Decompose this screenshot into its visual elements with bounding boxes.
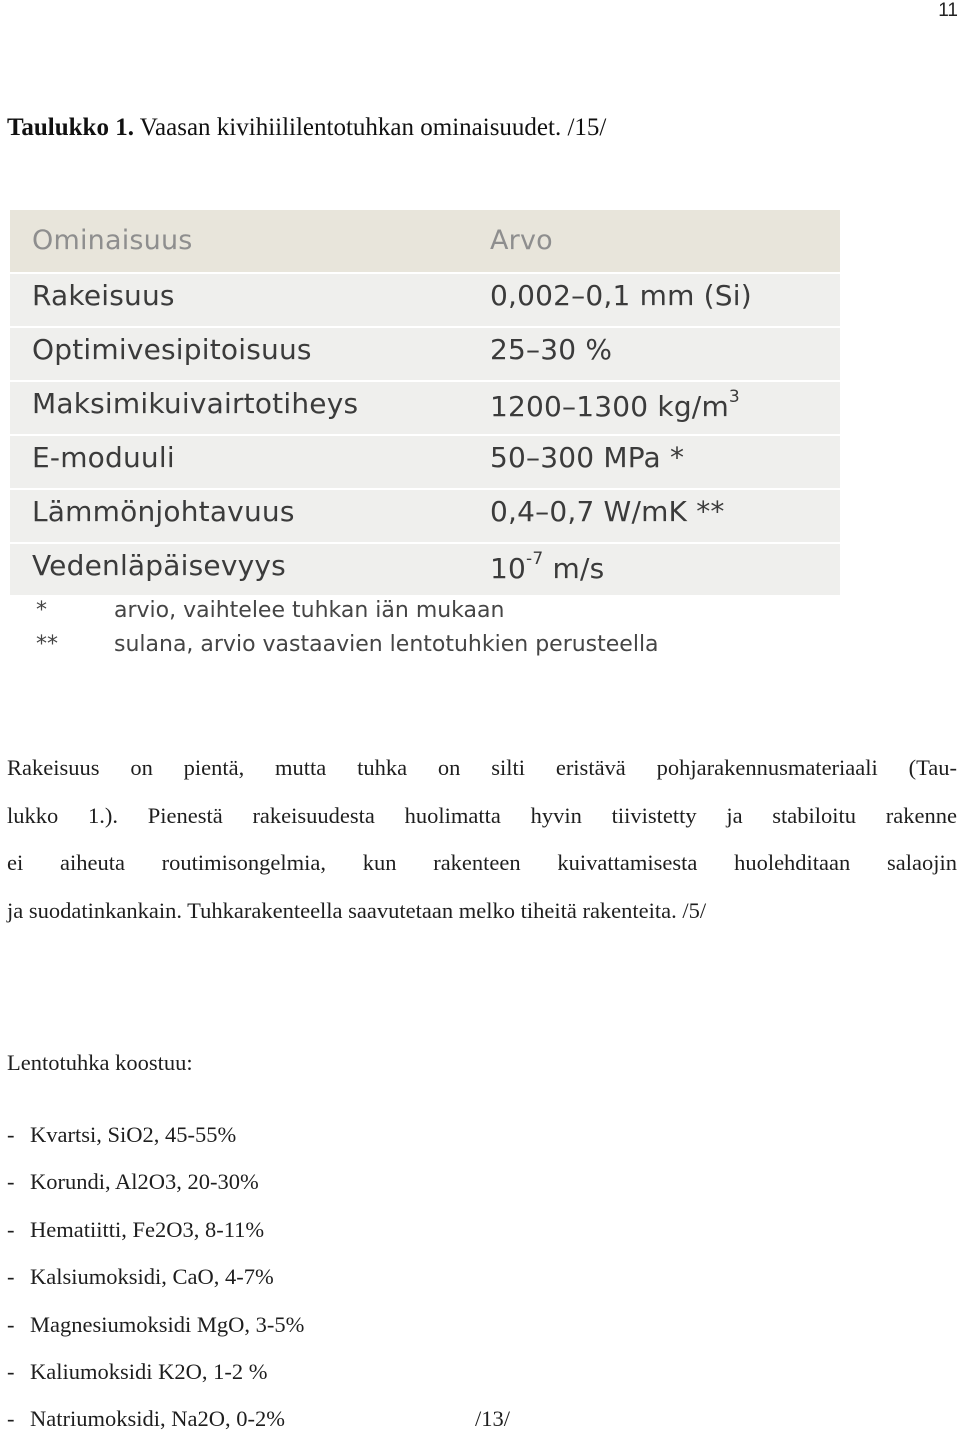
table-note	[36, 598, 836, 628]
property-cell: Rakeisuus	[32, 279, 175, 312]
note-mark: *	[36, 598, 47, 623]
paragraph-line: ei aiheuta routimisongelmia, kun rakenteen kuivattamisesta huolehditaan salaojin	[7, 850, 957, 875]
list-item-text: Hematiitti, Fe2O3, 8-11%	[30, 1216, 265, 1242]
table-row	[10, 274, 840, 328]
value-unit: m/s	[543, 552, 605, 585]
list-item	[7, 1208, 304, 1255]
list-item	[7, 1160, 304, 1207]
note-mark: **	[36, 632, 58, 657]
header-property: Ominaisuus	[32, 225, 193, 256]
list-dash: -	[7, 1358, 15, 1384]
list-dash: -	[7, 1311, 15, 1337]
table-row	[10, 328, 840, 382]
property-cell: Maksimikuivairtotiheys	[32, 387, 359, 420]
property-cell: Lämmönjohtavuus	[32, 495, 295, 528]
table-row	[10, 544, 840, 598]
header-value: Arvo	[490, 225, 553, 256]
list-item-text: Korundi, Al2O3, 20-30%	[30, 1169, 259, 1195]
list-item	[7, 1255, 304, 1302]
table-header	[10, 210, 840, 272]
property-cell: Optimivesipitoisuus	[32, 333, 312, 366]
caption-label: Taulukko 1.	[7, 114, 134, 141]
list-item-text: Kaliumoksidi K2O, 1-2 %	[30, 1358, 268, 1384]
page-number: 11	[938, 0, 958, 21]
note-text: sulana, arvio vastaavien lentotuhkien perusteella	[114, 632, 659, 657]
value-base: 10	[490, 552, 527, 585]
list-dash: -	[7, 1406, 15, 1432]
value-cell: 25–30 %	[490, 333, 613, 366]
list-dash: -	[7, 1216, 15, 1242]
composition-list	[7, 1113, 511, 1445]
properties-table-image	[10, 210, 840, 675]
list-item	[7, 1397, 511, 1444]
table-caption	[7, 114, 606, 142]
paragraph-line: ja suodatinkankain. Tuhkarakenteella saavutetaan melko tiheitä rakenteita. /5/	[7, 897, 707, 923]
list-item	[7, 1303, 304, 1350]
table-note	[36, 632, 836, 662]
caption-text: Vaasan kivihiililentotuhkan ominaisuudet. /15/	[133, 114, 607, 141]
value-exponent: -7	[526, 549, 544, 569]
source-reference: /13/	[475, 1406, 511, 1432]
value-cell: 0,002–0,1 mm (Si)	[490, 279, 752, 312]
value-cell: 50–300 MPa *	[490, 441, 685, 474]
list-item-text: Kvartsi, SiO2, 45-55%	[30, 1122, 237, 1147]
value-cell: 0,4–0,7 W/mK **	[490, 495, 725, 528]
list-item-text: Magnesiumoksidi MgO, 3-5%	[30, 1311, 305, 1337]
table-row	[10, 490, 840, 544]
paragraph-line: lukko 1.). Pienestä rakeisuudesta huolimatta hyvin tiivistetty ja stabiloitu rakenne	[7, 802, 957, 828]
table-row	[10, 436, 840, 490]
list-item-text: Kalsiumoksidi, CaO, 4-7%	[30, 1264, 274, 1290]
property-cell: Vedenläpäisevyys	[32, 549, 286, 582]
note-text: arvio, vaihtelee tuhkan iän mukaan	[114, 598, 505, 623]
body-paragraph	[7, 744, 957, 934]
paragraph-line: Rakeisuus on pientä, mutta tuhka on silti eristävä pohjarakennusmateriaali (Tau-	[7, 755, 957, 780]
value-superscript: 3	[728, 387, 740, 407]
value-cell	[490, 387, 740, 423]
property-cell: E-moduuli	[32, 441, 175, 474]
list-item	[7, 1350, 304, 1397]
value-text: 1200–1300 kg/m	[490, 390, 729, 423]
list-dash: -	[7, 1264, 15, 1290]
table-row	[10, 382, 840, 436]
list-dash: -	[7, 1122, 15, 1147]
value-cell	[490, 549, 604, 585]
list-item	[7, 1113, 304, 1160]
composition-intro: Lentotuhka koostuu:	[7, 1050, 193, 1075]
list-dash: -	[7, 1169, 15, 1195]
list-item-text: Natriumoksidi, Na2O, 0-2%	[30, 1406, 285, 1432]
